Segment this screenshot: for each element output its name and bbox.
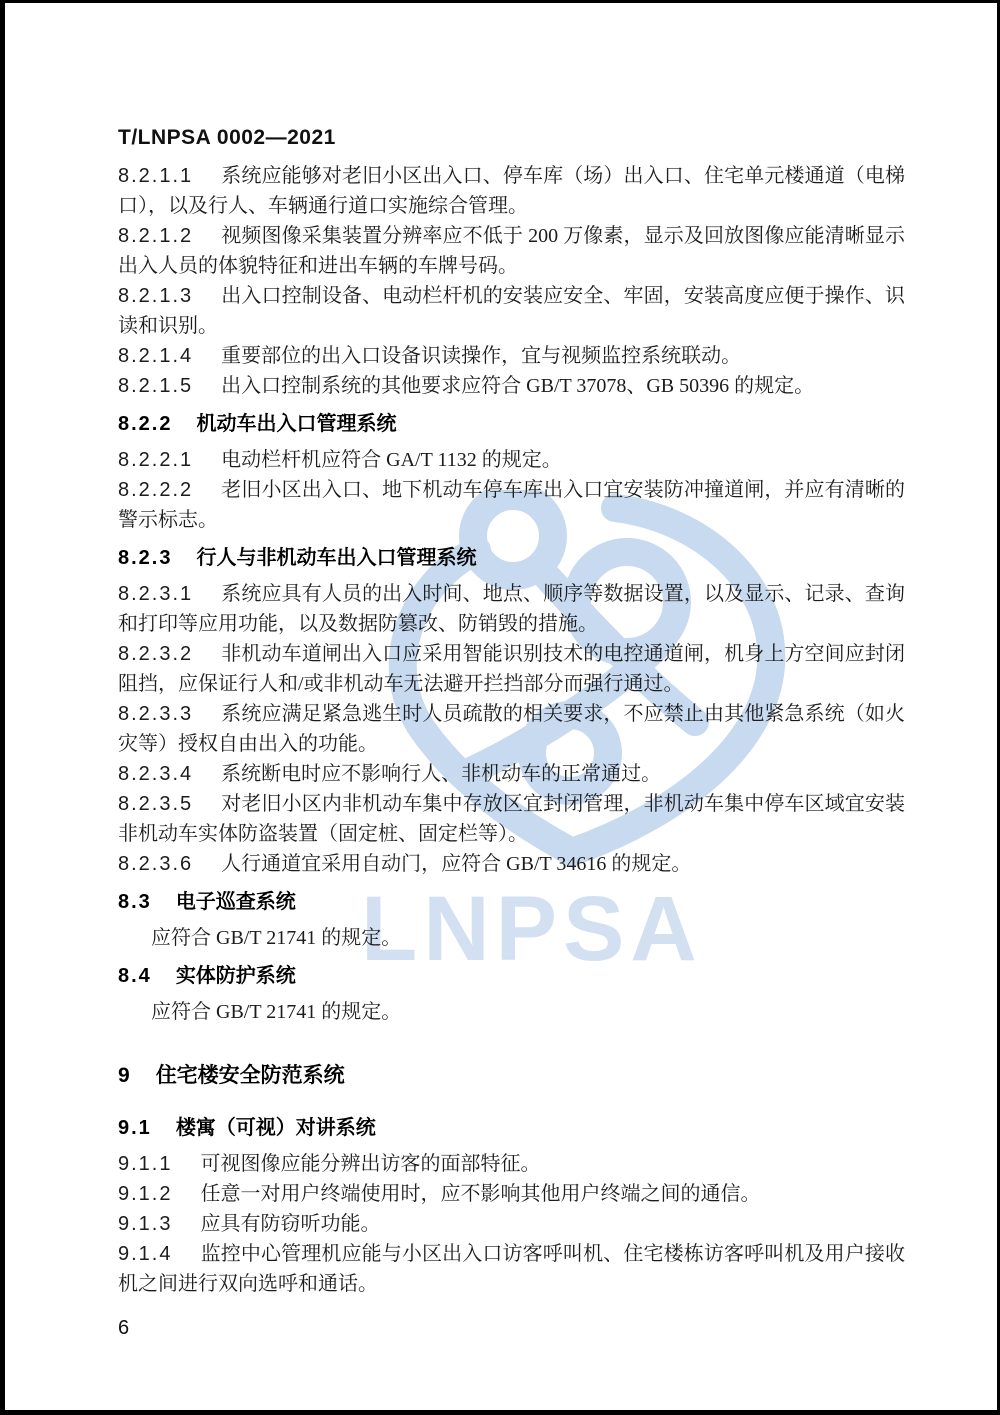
clause-text: 出入口控制设备、电动栏杆机的安装应安全、牢固，安装高度应便于操作、识读和识别。 <box>118 285 905 337</box>
clause-number: 8.4 <box>118 965 152 987</box>
clause-8.2.1.4 <box>118 341 905 371</box>
clause-text: 应具有防窃听功能。 <box>200 1213 381 1235</box>
section-heading-8.2.3 <box>118 543 905 573</box>
clause-text: 系统断电时应不影响行人、非机动车的正常通过。 <box>221 763 662 785</box>
clause-text: 任意一对用户终端使用时，应不影响其他用户终端之间的通信。 <box>200 1183 761 1205</box>
clause-text: 系统应能够对老旧小区出入口、停车库（场）出入口、住宅单元楼通道（电梯口），以及行人、车辆通行道口实施综合管理。 <box>118 165 905 217</box>
clause-text: 可视图像应能分辨出访客的面部特征。 <box>200 1153 541 1175</box>
section-heading-9.1 <box>118 1113 905 1143</box>
clause-text: 行人与非机动车出入口管理系统 <box>196 547 477 569</box>
watermark-text: LNPSA <box>361 878 703 980</box>
clause-number: 8.2.3.2 <box>118 643 194 665</box>
clause-text: 出入口控制系统的其他要求应符合 GB/T 37078、GB 50396 的规定。 <box>221 375 815 397</box>
clause-number: 8.2.3.6 <box>118 853 194 875</box>
clause-number: 8.2.1.5 <box>118 375 194 397</box>
clause-text: 对老旧小区内非机动车集中存放区宜封闭管理，非机动车集中停车区域宜安装非机动车实体防盗装置（固定桩、固定栏等）。 <box>118 793 905 845</box>
clause-number: 9.1.4 <box>118 1243 173 1265</box>
clause-8.2.3.4 <box>118 759 905 789</box>
clause-text: 实体防护系统 <box>175 965 296 987</box>
clause-text: 系统应满足紧急逃生时人员疏散的相关要求，不应禁止由其他紧急系统（如火灾等）授权自由出入的功能。 <box>118 703 905 755</box>
clause-8.2.3.5 <box>118 789 905 849</box>
clause-number: 9.1 <box>118 1117 152 1139</box>
clause-number: 8.2.3.5 <box>118 793 194 815</box>
clause-number: 8.2.1.1 <box>118 165 194 187</box>
clause-8.2.1.5 <box>118 371 905 401</box>
clause-text: 人行通道宜采用自动门，应符合 GB/T 34616 的规定。 <box>221 853 692 875</box>
clause-9.1.3 <box>118 1209 905 1239</box>
clause-text: 电子巡查系统 <box>175 891 296 913</box>
clause-text: 视频图像采集装置分辨率应不低于 200 万像素，显示及回放图像应能清晰显示出入人员的体貌特征和进出车辆的车牌号码。 <box>118 225 905 277</box>
clause-number: 8.2.3 <box>118 547 173 569</box>
clause-text: 应符合 GB/T 21741 的规定。 <box>151 1001 402 1023</box>
clause-text: 应符合 GB/T 21741 的规定。 <box>151 927 402 949</box>
clause-16 <box>118 923 905 953</box>
document-body <box>118 161 905 1299</box>
clause-number: 8.2.3.1 <box>118 583 194 605</box>
clause-number: 9.1.1 <box>118 1153 173 1175</box>
clause-number: 8.2.3.4 <box>118 763 194 785</box>
clause-8.2.1.2 <box>118 221 905 281</box>
clause-number: 8.2.2.1 <box>118 449 194 471</box>
clause-number: 9.1.2 <box>118 1183 173 1205</box>
clause-8.2.2.1 <box>118 445 905 475</box>
clause-text: 重要部位的出入口设备识读操作，宜与视频监控系统联动。 <box>221 345 742 367</box>
section-heading-9 <box>118 1061 905 1091</box>
clause-text: 机动车出入口管理系统 <box>196 413 397 435</box>
section-heading-8.4 <box>118 961 905 991</box>
clause-8.2.1.1 <box>118 161 905 221</box>
clause-number: 8.3 <box>118 891 152 913</box>
clause-9.1.4 <box>118 1239 905 1299</box>
clause-text: 老旧小区出入口、地下机动车停车库出入口宜安装防冲撞道闸，并应有清晰的警示标志。 <box>118 479 905 531</box>
clause-8.2.1.3 <box>118 281 905 341</box>
document-content <box>5 3 997 1343</box>
clause-number: 8.2.3.3 <box>118 703 194 725</box>
clause-text: 住宅楼安全防范系统 <box>155 1064 345 1087</box>
clause-number: 8.2.1.3 <box>118 285 194 307</box>
clause-number: 8.2.1.2 <box>118 225 194 247</box>
clause-text: 监控中心管理机应能与小区出入口访客呼叫机、住宅楼栋访客呼叫机及用户接收机之间进行双向选呼和通话。 <box>118 1243 905 1295</box>
section-heading-8.3 <box>118 887 905 917</box>
section-heading-8.2.2 <box>118 409 905 439</box>
clause-text: 系统应具有人员的出入时间、地点、顺序等数据设置，以及显示、记录、查询和打印等应用功能，以及数据防篡改、防销毁的措施。 <box>118 583 905 635</box>
page-number: 6 <box>118 1317 130 1339</box>
clause-number: 8.2.2 <box>118 413 173 435</box>
clause-8.2.3.3 <box>118 699 905 759</box>
clause-8.2.3.6 <box>118 849 905 879</box>
clause-text: 非机动车道闸出入口应采用智能识别技术的电控通道闸，机身上方空间应封闭阻挡，应保证行人和/或非机动车无法避开拦挡部分而强行通过。 <box>118 643 905 695</box>
clause-8.2.3.2 <box>118 639 905 699</box>
standard-code-header: T/LNPSA 0002—2021 <box>118 126 336 149</box>
clause-text: 电动栏杆机应符合 GA/T 1132 的规定。 <box>221 449 562 471</box>
clause-9.1.2 <box>118 1179 905 1209</box>
clause-8.2.2.2 <box>118 475 905 535</box>
clause-number: 8.2.2.2 <box>118 479 194 501</box>
clause-9.1.1 <box>118 1149 905 1179</box>
clause-number: 9.1.3 <box>118 1213 173 1235</box>
clause-18 <box>118 997 905 1027</box>
clause-number: 8.2.1.4 <box>118 345 194 367</box>
clause-number: 9 <box>118 1064 132 1087</box>
clause-text: 楼寓（可视）对讲系统 <box>175 1117 376 1139</box>
clause-8.2.3.1 <box>118 579 905 639</box>
